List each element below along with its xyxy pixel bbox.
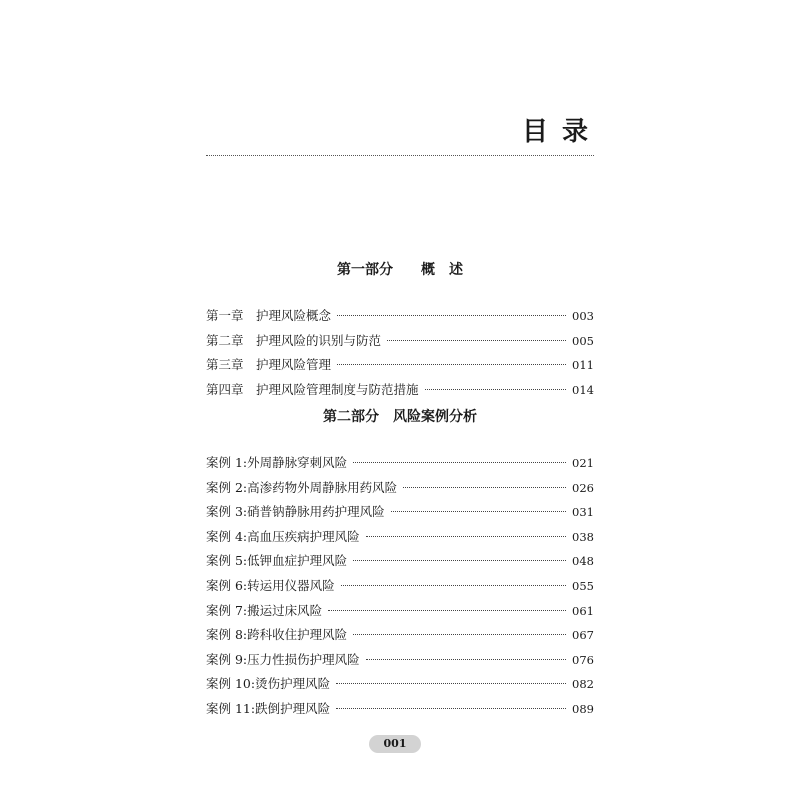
entry-page-number: 011 — [572, 358, 594, 373]
entry-label: 案例 11:跌倒护理风险 — [206, 700, 331, 716]
toc-entry-case-5[interactable] — [206, 549, 594, 574]
toc-entry-case-4[interactable] — [206, 525, 594, 550]
toc-entry-case-2[interactable] — [206, 476, 594, 501]
entry-page-number: 048 — [572, 554, 594, 569]
dot-leader — [366, 536, 566, 537]
toc-part-1 — [206, 260, 594, 402]
entry-label: 案例 9:压力性损伤护理风险 — [206, 651, 360, 667]
dot-leader — [391, 511, 566, 512]
entry-page-number: 038 — [572, 529, 594, 544]
entry-label: 第二章 护理风险的识别与防范 — [206, 332, 382, 348]
toc-part-2 — [206, 407, 594, 722]
entry-page-number: 003 — [572, 309, 594, 323]
entry-label: 第四章 护理风险管理制度与防范措施 — [206, 381, 419, 397]
entry-page-number: 005 — [572, 333, 594, 348]
entry-label: 案例 5:低钾血症护理风险 — [206, 553, 348, 569]
toc-entry-chapter-4[interactable] — [206, 378, 594, 403]
entry-label: 案例 8:跨科收住护理风险 — [206, 627, 348, 643]
toc-entry-case-6[interactable] — [206, 574, 594, 599]
dot-leader — [341, 585, 566, 586]
dot-leader — [353, 634, 566, 635]
toc-entry-case-7[interactable] — [206, 599, 594, 624]
entry-page-number: 082 — [572, 677, 594, 692]
part-2-heading: 第二部分 风险案例分析 — [323, 409, 477, 425]
page-title: 目录 — [522, 117, 603, 147]
part-1-heading: 第一部分 概 述 — [337, 262, 463, 278]
entry-page-number: 026 — [572, 480, 594, 495]
entry-label: 案例 1:外周静脉穿刺风险 — [206, 455, 348, 470]
dot-leader — [353, 462, 566, 463]
dot-leader — [353, 560, 566, 561]
toc-entry-case-9[interactable] — [206, 648, 594, 673]
page-number-badge: 001 — [369, 735, 421, 753]
dot-leader — [336, 683, 566, 684]
toc-entry-case-11[interactable] — [206, 697, 594, 722]
toc-entry-chapter-3[interactable] — [206, 353, 594, 378]
entry-page-number: 076 — [572, 652, 594, 667]
entry-label: 案例 4:高血压疾病护理风险 — [206, 528, 360, 544]
entry-page-number: 061 — [572, 603, 594, 618]
dot-leader — [337, 315, 566, 316]
dot-leader — [336, 708, 566, 709]
dot-leader — [366, 659, 566, 660]
toc-entry-case-1[interactable] — [206, 451, 594, 476]
toc-entry-chapter-1[interactable] — [206, 304, 594, 329]
entry-label: 案例 3:硝普钠静脉用药护理风险 — [206, 504, 385, 520]
entry-label: 案例 6:转运用仪器风险 — [206, 577, 335, 593]
entry-page-number: 089 — [572, 701, 594, 716]
dot-leader — [387, 340, 566, 341]
part-2-entry-list — [206, 451, 594, 722]
toc-entry-case-10[interactable] — [206, 672, 594, 697]
toc-entry-case-3[interactable] — [206, 500, 594, 525]
title-divider — [206, 155, 594, 156]
entry-page-number: 031 — [572, 505, 594, 520]
toc-entry-case-8[interactable] — [206, 623, 594, 648]
dot-leader — [337, 364, 566, 365]
entry-page-number: 014 — [572, 382, 594, 397]
entry-label: 案例 7:搬运过床风险 — [206, 602, 323, 618]
entry-page-number: 021 — [572, 456, 594, 470]
part-1-entry-list — [206, 304, 594, 402]
entry-page-number: 055 — [572, 578, 594, 593]
entry-label: 第一章 护理风险概念 — [206, 308, 332, 323]
entry-label: 案例 2:高渗药物外周静脉用药风险 — [206, 479, 398, 495]
entry-label: 第三章 护理风险管理 — [206, 357, 332, 373]
dot-leader — [425, 389, 567, 390]
dot-leader — [403, 487, 566, 488]
entry-page-number: 067 — [572, 628, 594, 643]
entry-label: 案例 10:烫伤护理风险 — [206, 676, 331, 692]
dot-leader — [328, 610, 566, 611]
toc-entry-chapter-2[interactable] — [206, 329, 594, 354]
